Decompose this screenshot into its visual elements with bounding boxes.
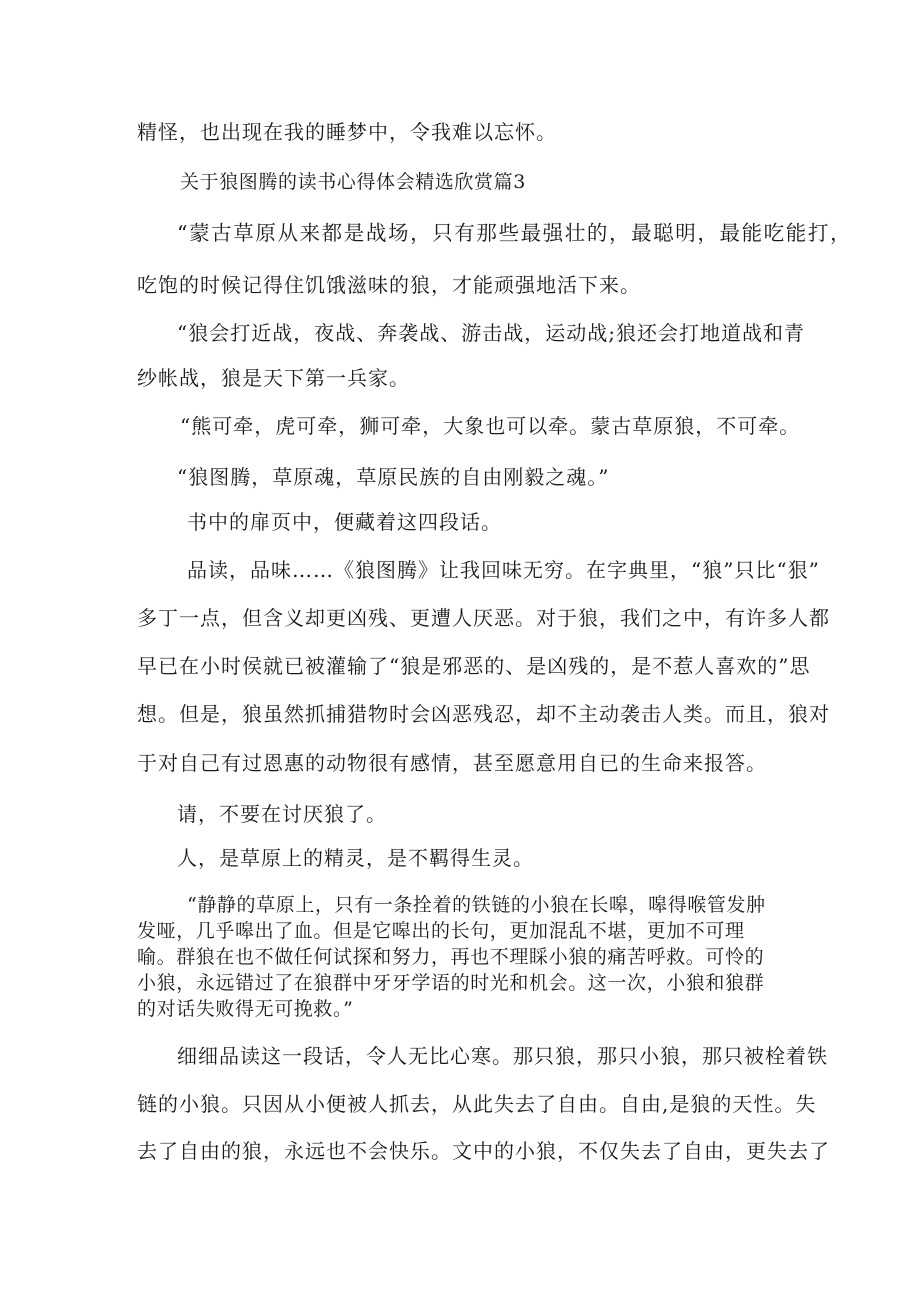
text-line: 人，是草原上的精灵，是不羁得生灵。 [177,846,534,870]
text-line: 书中的扉页中，便藏着这四段话。 [187,510,502,534]
text-line: 链的小狼。只因从小便被人抓去，从此失去了自由。自由,是狼的天性。失 [137,1092,817,1116]
text-line: 于对自己有过恩惠的动物很有感情，甚至愿意用自已的生命来报答。 [137,751,767,775]
text-line: 想。但是，狼虽然抓捕猎物时会凶恶残忍，却不主动袭击人类。而且，狼对 [137,702,830,726]
text-line: “狼会打近战，夜战、奔袭战、游击战，运动战;狼还会打地道战和青 [177,321,805,345]
text-line: 吃饱的时候记得住饥饿滋味的狼，才能顽强地活下来。 [137,273,641,297]
text-line: 品读，品味……《狼图腾》让我回味无穷。在字典里，“狼”只比“狠” [187,558,820,582]
text-line: 多丁一点，但含义却更凶残、更遭人厌恶。对于狼，我们之中，有许多人都 [137,606,830,630]
text-line: 纱帐战，狼是天下第一兵家。 [137,366,410,390]
text-line: “熊可牵，虎可牵，狮可牵，大象也可以牵。蒙古草原狼，不可牵。 [180,414,801,438]
quote-line: 喻。群狼在也不做任何试探和努力，再也不理睬小狼的痛苦呼救。可怜的 [137,946,765,968]
quote-line: “静静的草原上，只有一条拴着的铁链的小狼在长嗥，嗥得喉管发肿 [187,894,766,916]
text-line: 细细品读这一段话，令人无比心寒。那只狼，那只小狼，那只被栓着铁 [177,1044,828,1068]
text-line: 请，不要在讨厌狼了。 [177,802,387,826]
text-line: “狼图腾，草原魂，草原民族的自由刚毅之魂。” [177,465,610,489]
text-line: 去了自由的狼，永远也不会快乐。文中的小狼，不仅失去了自由，更失去了 [137,1139,830,1163]
text-line: 精怪，也出现在我的睡梦中，令我难以忘怀。 [137,120,557,144]
quote-line: 的对话失败得无可挽救。” [137,998,354,1020]
text-line: 早已在小时侯就已被灌输了“狼是邪恶的、是凶残的，是不惹人喜欢的”思 [137,654,811,678]
quote-line: 小狼，永远错过了在狼群中牙牙学语的时光和机会。这一次，小狼和狼群 [137,972,765,994]
quote-line: 发哑，几乎嗥出了血。但是它嗥出的长句，更加混乱不堪，更加不可理 [137,920,745,942]
section-heading: 关于狼图腾的读书心得体会精选欣赏篇3 [180,171,526,193]
text-line: “蒙古草原从来都是战场，只有那些最强壮的，最聪明，最能吃能打， [177,221,853,245]
